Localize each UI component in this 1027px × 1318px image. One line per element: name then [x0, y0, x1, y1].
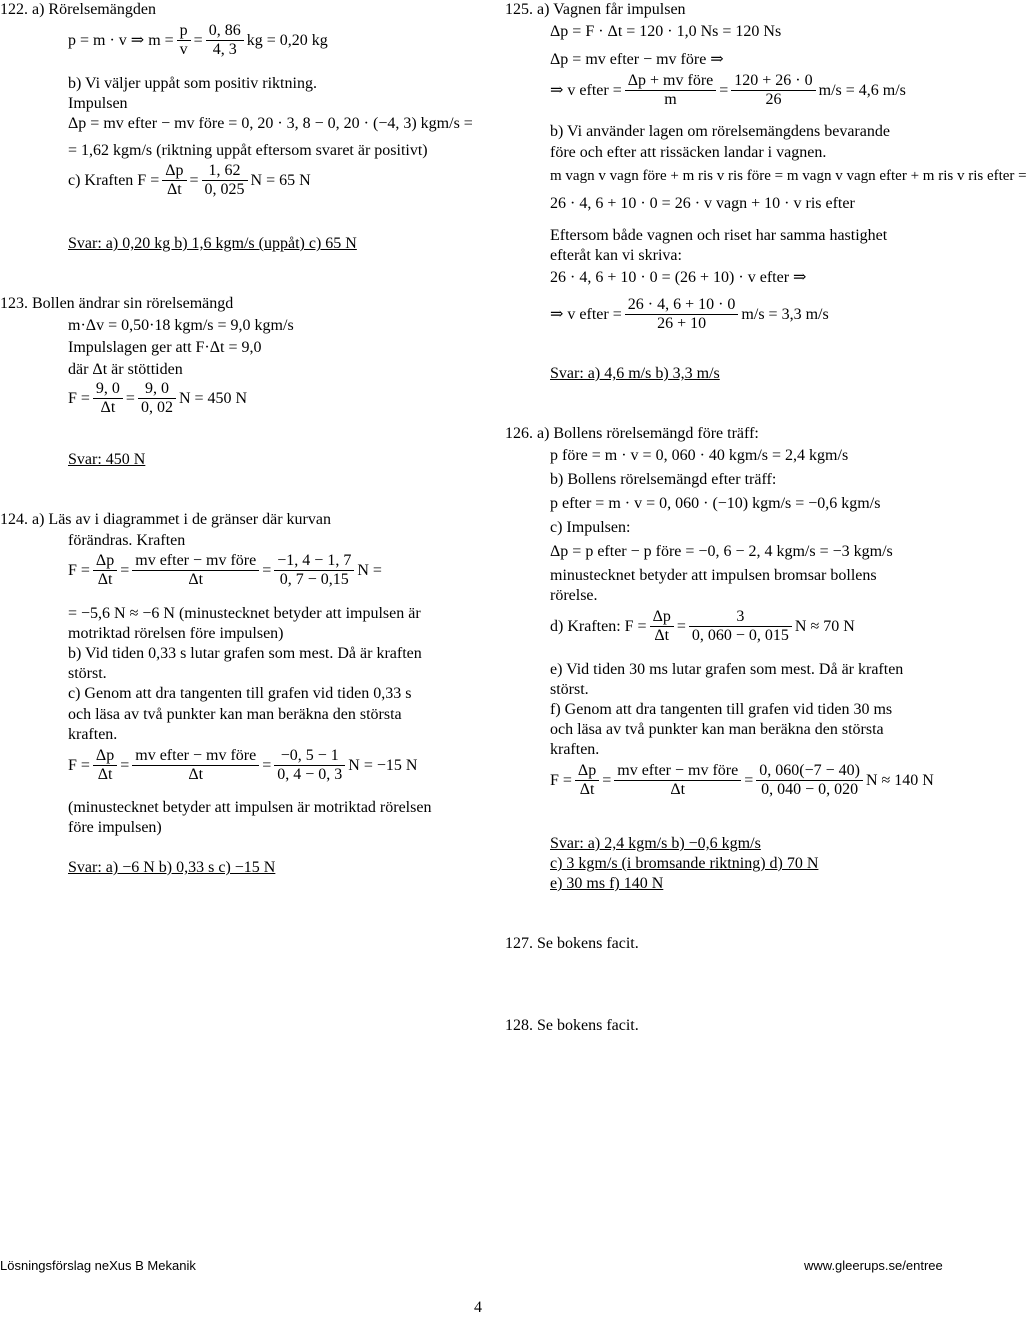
- frac-num: mv efter − mv före: [614, 762, 741, 781]
- p123-answer: Svar: 450 N: [68, 451, 146, 468]
- p123-heading: 123. Bollen ändrar sin rörelsemängd: [0, 295, 234, 312]
- frac-den: 0, 040 − 0, 020: [761, 781, 859, 798]
- p125-l10: 26 · 4, 6 + 10 · 0 = (26 + 10) · v efter ⇒: [550, 269, 807, 286]
- p126-l8: rörelse.: [550, 587, 598, 604]
- p122-eq1-frac1: [177, 22, 191, 59]
- frac-num: −0, 5 − 1: [274, 747, 345, 766]
- p124-eq1-post: N =: [357, 561, 382, 579]
- frac-num: mv efter − mv före: [132, 552, 259, 571]
- p122-b3: Δp = mv efter − mv före = 0, 20 · 3, 8 − 0, 20 · (−4, 3) kgm/s =: [68, 115, 473, 132]
- p125-eq1-pre: ⇒ v efter =: [550, 81, 622, 99]
- p126-l2: p före = m · v = 0, 060 · 40 kgm/s = 2,4 kgm/s: [550, 447, 849, 464]
- p126-d-frac1: [650, 608, 674, 645]
- p126-answer-2: c) 3 kgm/s (i bromsande riktning) d) 70 N: [550, 855, 819, 872]
- p126-d-frac2: [689, 608, 792, 645]
- p123-eq: [68, 380, 247, 417]
- p126-answer-3: e) 30 ms f) 140 N: [550, 875, 664, 892]
- p126-l7: minustecknet betyder att impulsen bromsar bollens: [550, 567, 877, 584]
- p124-eq1-frac1: [93, 552, 117, 589]
- p123-frac2: [138, 380, 176, 417]
- frac-den: Δt: [167, 181, 182, 198]
- frac-num: 3: [689, 608, 792, 627]
- p125-eq1-mid: =: [719, 81, 729, 99]
- frac-num: p: [177, 22, 191, 41]
- frac-num: Δp: [575, 762, 599, 781]
- p124-l6: störst.: [68, 665, 107, 682]
- p124-eq2-frac3: [274, 747, 345, 784]
- p125-eq1-frac2: [731, 72, 815, 109]
- p126-l13: kraften.: [550, 741, 600, 758]
- frac-den: Δt: [188, 571, 204, 588]
- frac-den: 0, 7 − 0,15: [279, 571, 349, 588]
- p122-b1: b) Vi väljer uppåt som positiv riktning.: [68, 75, 317, 92]
- frac-den: 26: [765, 91, 782, 108]
- frac-den: Δt: [654, 627, 670, 644]
- p125-l6: m vagn v vagn före + m ris v ris före = m vagn v vagn efter + m ris v ris efter =: [550, 168, 1027, 184]
- p126-l6: Δp = p efter − p före = −0, 6 − 2, 4 kgm/s = −3 kgm/s: [550, 543, 893, 560]
- p122-c-pre: c) Kraften F =: [68, 171, 160, 189]
- p123-frac1: [93, 380, 123, 417]
- footer-left: Lösningsförslag neXus B Mekanik: [0, 1258, 196, 1273]
- p124-l2: förändras. Kraften: [68, 532, 186, 549]
- p126-d-post: N ≈ 70 N: [794, 617, 855, 635]
- p124-eq2-pre: F =: [68, 756, 90, 774]
- frac-num: 1, 62: [202, 162, 248, 181]
- p125-l8: Eftersom både vagnen och riset har samma hastighet: [550, 227, 888, 244]
- p125-eq1-post: m/s = 4,6 m/s: [818, 81, 906, 99]
- frac-num: 9, 0: [93, 380, 123, 399]
- p122-c-eq: [68, 162, 311, 199]
- p126-l5: c) Impulsen:: [550, 519, 631, 536]
- p124-l11: före impulsen): [68, 819, 162, 836]
- p123-l2: m·Δv = 0,50·18 kgm/s = 9,0 kgm/s: [68, 317, 294, 334]
- frac-num: Δp: [650, 608, 674, 627]
- frac-den: Δt: [188, 766, 204, 783]
- p122-c-frac1: [162, 162, 186, 199]
- p124-eq1-frac3: [274, 552, 354, 589]
- p126-l9: e) Vid tiden 30 ms lutar grafen som mest. Då är kraften: [550, 661, 904, 678]
- p125-l7: 26 · 4, 6 + 10 · 0 = 26 · v vagn + 10 · v ris efter: [550, 195, 855, 212]
- p124-heading: 124. a) Läs av i diagrammet i de gränser där kurvan: [0, 511, 331, 528]
- p125-l9: efteråt kan vi skriva:: [550, 247, 682, 264]
- p126-l4: p efter = m · v = 0, 060 · (−10) kgm/s = −0,6 kgm/s: [550, 495, 881, 512]
- frac-num: Δp: [93, 552, 117, 571]
- p124-l9: kraften.: [68, 726, 118, 743]
- frac-den: 0, 02: [140, 399, 173, 416]
- p125-l5: före och efter att rissäcken landar i vagnen.: [550, 144, 827, 161]
- frac-num: 9, 0: [138, 380, 176, 399]
- p122-eq1-mid: =: [193, 31, 203, 49]
- p122-eq1-frac2: [206, 22, 244, 59]
- p126-l12: och läsa av två punkter kan man beräkna den största: [550, 721, 884, 738]
- p125-heading: 125. a) Vagnen får impulsen: [505, 1, 686, 18]
- frac-den: 0, 025: [204, 181, 245, 198]
- p124-l3: = −5,6 N ≈ −6 N (minustecknet betyder att impulsen är: [68, 605, 421, 622]
- p122-c-post: N = 65 N: [250, 171, 311, 189]
- frac-den: 26 + 10: [657, 315, 707, 332]
- p126-d-pre: d) Kraften: F =: [550, 617, 647, 635]
- p126-l11: f) Genom att dra tangenten till grafen vid tiden 30 ms: [550, 701, 893, 718]
- p124-eq2-post: N = −15 N: [348, 756, 418, 774]
- p126-f-post: N ≈ 140 N: [865, 771, 934, 789]
- p122-heading: 122. a) Rörelsemängden: [0, 1, 156, 18]
- p125-l2: Δp = F · Δt = 120 · 1,0 Ns = 120 Ns: [550, 23, 782, 40]
- p126-f-pre: F =: [550, 771, 572, 789]
- p124-eq2: F = $\frac{\Delta p}{\Delta t}$ = $\frac{\text{mv efter − mv före}}{\Delta t}$ = $\frac{-0, 5 - 1}{0, 4 - 0, 3}$ N = −15 N: [68, 747, 418, 783]
- footer-link[interactable]: www.gleerups.se/entree: [804, 1258, 943, 1273]
- p126-l10: störst.: [550, 681, 589, 698]
- p126-heading: 126. a) Bollens rörelsemängd före träff:: [505, 425, 759, 442]
- p127: 127. Se bokens facit.: [505, 935, 639, 952]
- frac-den: m: [664, 91, 677, 108]
- p125-eq2: [550, 296, 829, 333]
- p126-answer-1: Svar: a) 2,4 kgm/s b) −0,6 kgm/s: [550, 835, 761, 852]
- p124-eq1: F = $\frac{\Delta p}{\Delta t}$ = $\frac{\text{mv efter − mv före}}{\Delta t}$ = $\frac{-1, 4 - 1, 7}{0, 7 - 0,15}$ N =: [68, 552, 382, 588]
- p124-l7: c) Genom att dra tangenten till grafen vid tiden 0,33 s: [68, 685, 412, 702]
- p123-eq-post: N = 450 N: [178, 389, 248, 407]
- p128: 128. Se bokens facit.: [505, 1017, 639, 1034]
- p125-eq2-frac1: [625, 296, 739, 333]
- p122-b2: Impulsen: [68, 95, 128, 112]
- p124-eq2-frac1: [93, 747, 117, 784]
- p125-l3: Δp = mv efter − mv före ⇒: [550, 51, 724, 68]
- frac-den: v: [179, 41, 188, 58]
- frac-den: Δt: [579, 781, 595, 798]
- p124-eq1-pre: F =: [68, 561, 90, 579]
- p126-f-frac2: [614, 762, 741, 799]
- p124-eq2-frac2: [132, 747, 259, 784]
- frac-den: 0, 060 − 0, 015: [691, 627, 789, 644]
- frac-den: Δt: [100, 399, 116, 416]
- frac-den: Δt: [97, 766, 113, 783]
- p122-c-mid: =: [189, 171, 199, 189]
- frac-num: Δp: [93, 747, 117, 766]
- frac-num: 120 + 26 · 0: [731, 72, 815, 91]
- frac-den: 4, 3: [212, 41, 237, 58]
- p126-f-frac3: [756, 762, 863, 799]
- frac-den: 0, 4 − 0, 3: [277, 766, 343, 783]
- frac-num: mv efter − mv före: [132, 747, 259, 766]
- p126-d-eq: [550, 608, 855, 645]
- p124-answer: Svar: a) −6 N b) 0,33 s c) −15 N: [68, 859, 276, 876]
- frac-num: Δp + mv före: [625, 72, 717, 91]
- p124-l10: (minustecknet betyder att impulsen är motriktad rörelsen: [68, 799, 432, 816]
- p124-l8: och läsa av två punkter kan man beräkna den största: [68, 706, 402, 723]
- p125-eq2-pre: ⇒ v efter =: [550, 305, 622, 323]
- p122-eq1: [68, 22, 328, 59]
- p122-eq1-post: kg = 0,20 kg: [246, 31, 328, 49]
- p124-l5: b) Vid tiden 0,33 s lutar grafen som mest. Då är kraften: [68, 645, 422, 662]
- p124-eq1-frac2: [132, 552, 259, 589]
- p122-eq1-pre: p = m · v ⇒ m =: [68, 31, 174, 49]
- p126-f-eq: F = $\frac{\Delta p}{\Delta t}$ = $\frac{\text{mv efter − mv före}}{\Delta t}$ = $\frac{0, 060(-7 - 40)}{0, 040 - 0, 020}$ N ≈ 140 N: [550, 762, 934, 798]
- p123-eq-pre: F =: [68, 389, 90, 407]
- p125-eq1-frac1: [625, 72, 717, 109]
- frac-num: 0, 060(−7 − 40): [756, 762, 863, 781]
- p126-d-mid: =: [676, 617, 686, 635]
- p126-l3: b) Bollens rörelsemängd efter träff:: [550, 471, 777, 488]
- p122-c-frac2: [202, 162, 248, 199]
- frac-den: Δt: [670, 781, 686, 798]
- frac-num: 26 · 4, 6 + 10 · 0: [625, 296, 739, 315]
- p124-l4: motriktad rörelsen före impulsen): [68, 625, 284, 642]
- p123-l4: där Δt är stöttiden: [68, 361, 183, 378]
- frac-den: Δt: [97, 571, 113, 588]
- p125-eq1: [550, 72, 906, 109]
- p122-b4: = 1,62 kgm/s (riktning uppåt eftersom svaret är positivt): [68, 142, 428, 159]
- frac-num: Δp: [162, 162, 186, 181]
- p123-l3: Impulslagen ger att F·Δt = 9,0: [68, 339, 262, 356]
- frac-num: 0, 86: [206, 22, 244, 41]
- p125-answer: Svar: a) 4,6 m/s b) 3,3 m/s: [550, 365, 720, 382]
- p123-eq-mid: =: [125, 389, 135, 407]
- p125-l4: b) Vi använder lagen om rörelsemängdens bevarande: [550, 123, 890, 140]
- p125-eq2-post: m/s = 3,3 m/s: [741, 305, 829, 323]
- page-number: 4: [474, 1299, 482, 1316]
- p122-answer: Svar: a) 0,20 kg b) 1,6 kgm/s (uppåt) c) 65 N: [68, 235, 357, 252]
- frac-num: −1, 4 − 1, 7: [274, 552, 354, 571]
- p126-f-frac1: [575, 762, 599, 799]
